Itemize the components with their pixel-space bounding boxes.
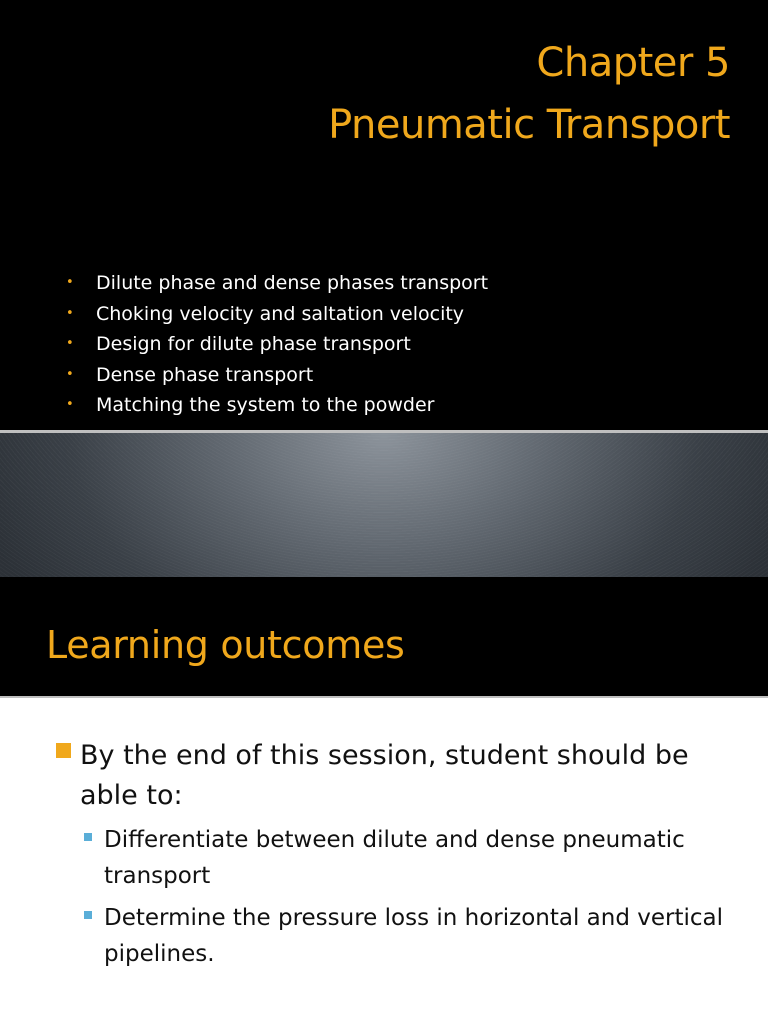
bullet-dot-icon: • (66, 275, 74, 290)
title-line-chapter: Chapter 5 (536, 40, 730, 86)
sub-point (84, 900, 734, 972)
title-line-topic: Pneumatic Transport (328, 102, 730, 148)
bullet-dot-icon: • (66, 366, 74, 382)
list-item (66, 329, 488, 360)
section-heading: Learning outcomes (46, 623, 405, 667)
bullet-dot-icon: • (66, 336, 74, 351)
square-bullet-icon (56, 743, 71, 758)
list-item (66, 299, 488, 330)
list-item (66, 268, 488, 299)
main-point-text: By the end of this session, student should be able to: (80, 740, 689, 811)
topic-list (66, 268, 488, 421)
list-item (66, 390, 488, 421)
list-item-text: Dilute phase and dense phases transport (96, 272, 489, 294)
decorative-gradient-band (0, 433, 768, 577)
sub-point (84, 822, 734, 894)
bullet-dot-icon: • (66, 397, 74, 412)
list-item (66, 360, 488, 391)
small-square-bullet-icon (84, 911, 92, 919)
slide-title (0, 0, 768, 432)
sub-point-text: Determine the pressure loss in horizontal and vertical pipelines. (104, 905, 724, 967)
slide-title-heading (328, 32, 730, 156)
list-item-text: Design for dilute phase transport (96, 333, 411, 355)
list-item-text: Dense phase transport (96, 363, 314, 386)
bullet-dot-icon: • (66, 305, 74, 321)
list-item-text: Matching the system to the powder (96, 394, 435, 416)
small-square-bullet-icon (84, 833, 92, 841)
sub-point-text: Differentiate between dilute and dense pneumatic transport (104, 827, 685, 889)
main-point (56, 736, 736, 816)
list-item-text: Choking velocity and saltation velocity (96, 302, 465, 325)
